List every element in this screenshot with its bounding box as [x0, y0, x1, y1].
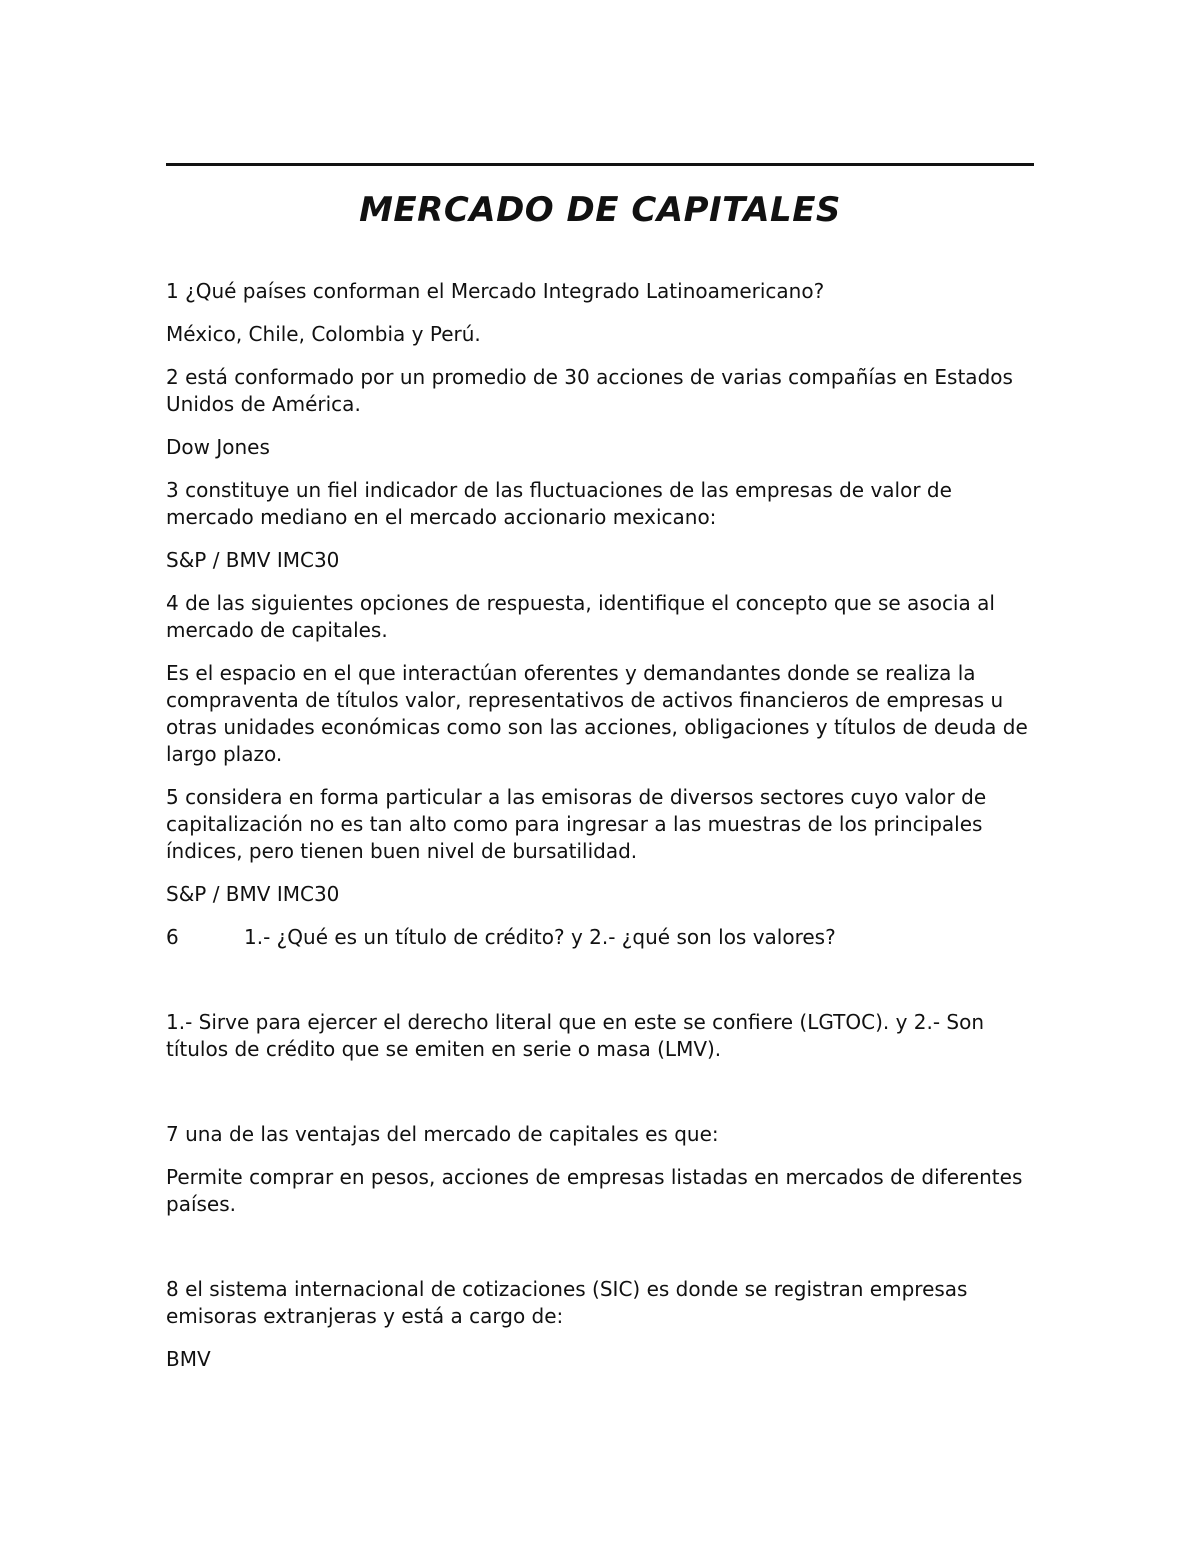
question-8: 8 el sistema internacional de cotizaciones (SIC) es donde se registran empresas emisoras extranjeras y está a cargo de:	[166, 1277, 974, 1328]
answer-2: Dow Jones	[166, 435, 270, 459]
question-6-number: 6	[166, 925, 179, 949]
question-5: 5 considera en forma particular a las emisoras de diversos sectores cuyo valor de capitalización no es tan alto como para ingresar a las muestras de los principales índices, pero tienen buen nivel de bursatilidad.	[166, 785, 993, 863]
question-1: 1 ¿Qué países conforman el Mercado Integrado Latinoamericano?	[166, 279, 825, 303]
document-page	[166, 163, 1034, 1389]
question-2: 2 está conformado por un promedio de 30 acciones de varias compañías en Estados Unidos de América.	[166, 365, 1020, 416]
answer-6: 1.- Sirve para ejercer el derecho literal que en este se confiere (LGTOC). y 2.- Son títulos de crédito que se emiten en serie o masa (LMV).	[166, 1010, 991, 1061]
document-body	[166, 278, 1034, 1373]
question-4: 4 de las siguientes opciones de respuesta, identifique el concepto que se asocia al mercado de capitales.	[166, 591, 1002, 642]
question-7: 7 una de las ventajas del mercado de capitales es que:	[166, 1122, 719, 1146]
question-6-text: 1.- ¿Qué es un título de crédito? y 2.- ¿qué son los valores?	[244, 925, 836, 949]
answer-8: BMV	[166, 1347, 211, 1371]
answer-4: Es el espacio en el que interactúan oferentes y demandantes donde se realiza la compraventa de títulos valor, representativos de activos financieros de empresas u otras unidades económicas como son las acciones, obligaciones y títulos de deuda de largo plazo.	[166, 661, 1035, 766]
question-3: 3 constituye un fiel indicador de las fluctuaciones de las empresas de valor de mercado mediano en el mercado accionario mexicano:	[166, 478, 959, 529]
answer-3: S&P / BMV IMC30	[166, 548, 340, 572]
answer-1: México, Chile, Colombia y Perú.	[166, 322, 481, 346]
document-title: MERCADO DE CAPITALES	[359, 190, 841, 230]
answer-5: S&P / BMV IMC30	[166, 882, 340, 906]
header-rule	[166, 163, 1034, 166]
answer-7: Permite comprar en pesos, acciones de empresas listadas en mercados de diferentes países.	[166, 1165, 1029, 1216]
question-6	[166, 924, 1034, 951]
